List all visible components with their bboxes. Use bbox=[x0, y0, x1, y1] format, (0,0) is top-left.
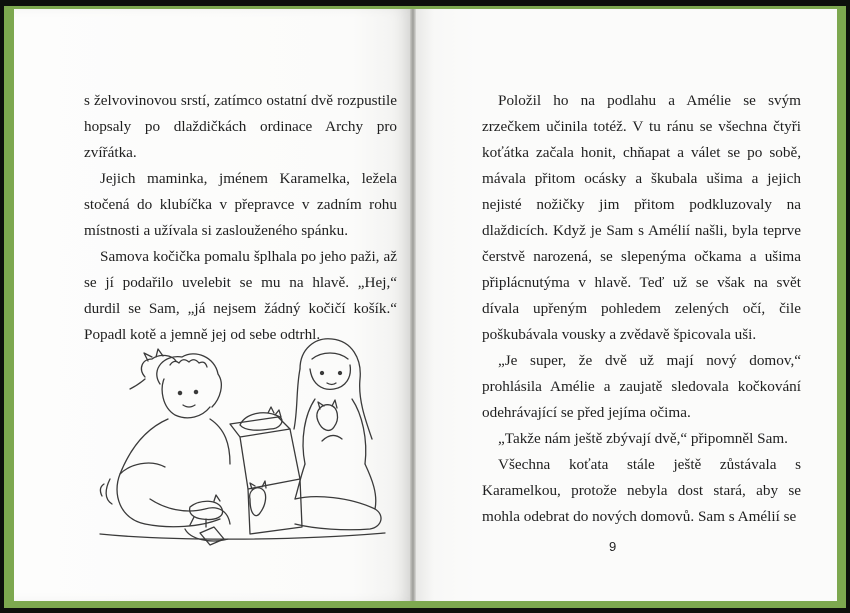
left-paragraph-3: Samova kočička pomalu šplhala po jeho paži, až se jí podařilo uvelebit se mu na hlavě. „Hej,“ durdil se Sam, „já nejsem žádný kočičí košík.“ Popadl kotě a jemně jej od sebe odtrhl. bbox=[84, 248, 397, 343]
right-page bbox=[413, 9, 837, 601]
page-number: 9 bbox=[609, 539, 617, 554]
book-gutter bbox=[410, 9, 416, 601]
right-page-text bbox=[482, 88, 801, 530]
boy-figure bbox=[100, 349, 230, 541]
box bbox=[230, 407, 302, 534]
right-paragraph-3: „Takže nám ještě zbývají dvě,“ připomněl Sam. bbox=[498, 430, 788, 447]
right-paragraph-4: Všechna koťata stále ještě zůstávala s Karamelkou, protože nebyla dost stará, aby se mohla odebrat do nových domovů. Sam s Amélií se bbox=[482, 456, 801, 525]
left-page-text bbox=[84, 88, 397, 348]
floor-kittens bbox=[190, 481, 266, 527]
girl-figure bbox=[294, 339, 381, 530]
right-paragraph-2: „Je super, že dvě už mají nový domov,“ prohlásila Amélie a zaujatě sledovala kočkování odehrávající se před jejíma očima. bbox=[482, 352, 801, 421]
left-page bbox=[14, 9, 413, 601]
left-paragraph-2: Jejich maminka, jménem Karamelka, ležela stočená do klubíčka v přepravce v zadním rohu místnosti a užívala si zaslouženého spánku. bbox=[84, 170, 397, 239]
right-paragraph-1: Položil ho na podlahu a Amélie se svým zrzečkem učinila totéž. V tu ránu se všechna čtyři koťátka začala honit, chňapat a válet se po sobě, mávala přitom ocásky a škubala ušima a jejich nejisté nožičky jim přitom podkluzovaly na dlaždicích. Když je Sam s Amélií našli, byla teprve čerstvě narozená, se slepenýma očkama a ušima připlácnutýma v hlavě. Teď už se však na svět dívala upřeným pohledem zelených očí, čile poškubávala vousky a zvědavě špicovala uši. bbox=[482, 92, 801, 343]
kittens-illustration bbox=[90, 329, 390, 557]
left-paragraph-1: s želvovinovou srstí, zatímco ostatní dvě rozpustile hopsaly po dlaždičkách ordinace Archy pro zvířátka. bbox=[84, 92, 397, 161]
